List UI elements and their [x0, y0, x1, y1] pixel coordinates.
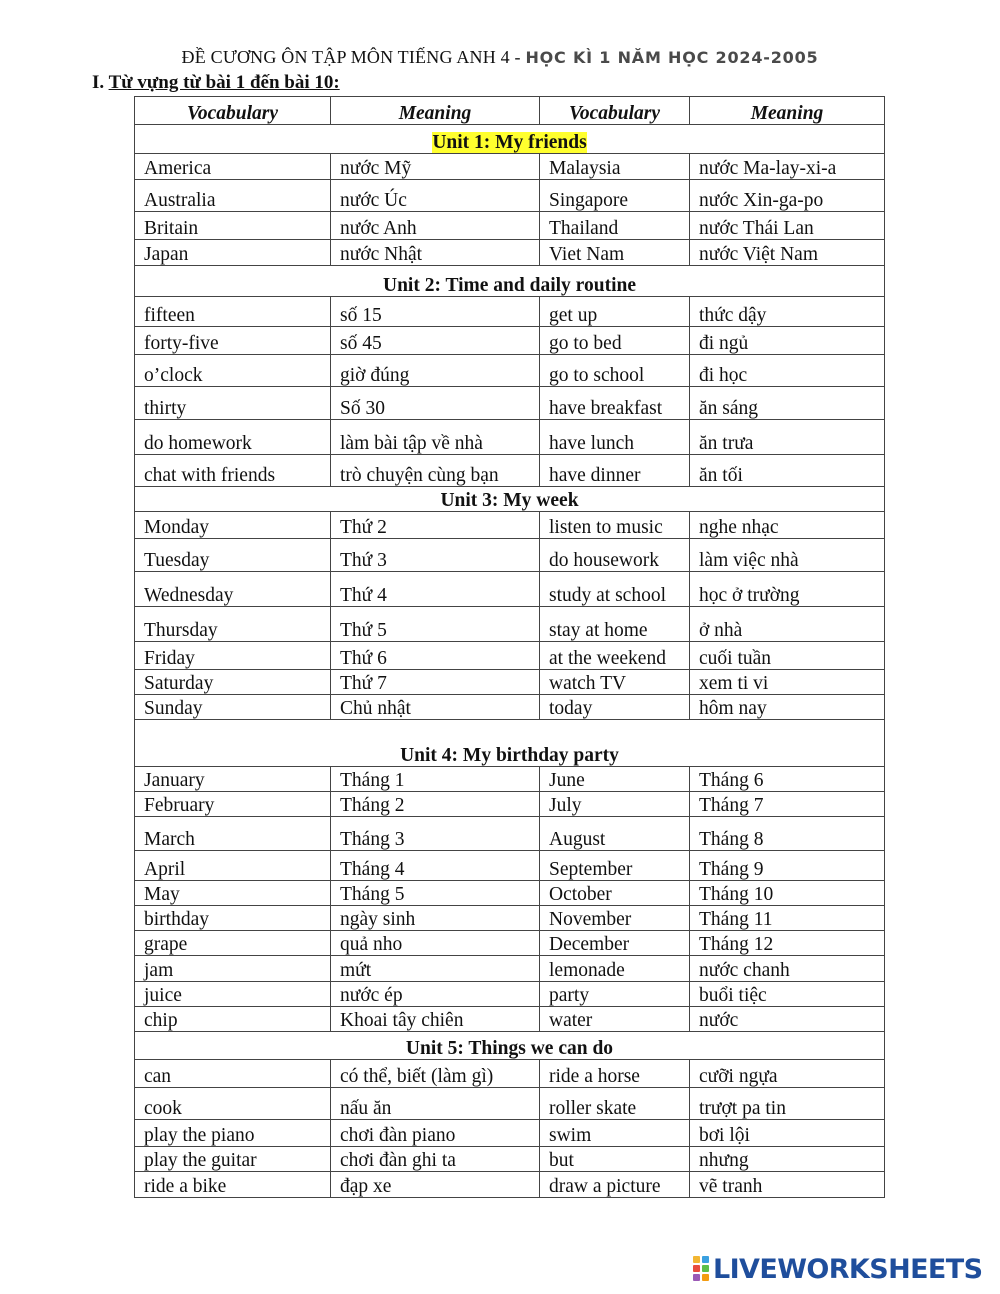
vocabulary-cell: Saturday	[135, 670, 331, 695]
meaning-cell: nước chanh	[690, 956, 885, 982]
table-row	[135, 455, 885, 487]
vocabulary-cell: o’clock	[135, 355, 331, 387]
meaning-cell: đi ngủ	[690, 327, 885, 355]
table-row	[135, 906, 885, 931]
vocabulary-cell: October	[540, 881, 690, 906]
meaning-cell: thức dậy	[690, 297, 885, 327]
table-row	[135, 1120, 885, 1147]
vocabulary-cell: can	[135, 1060, 331, 1088]
meaning-cell: hôm nay	[690, 695, 885, 720]
vocabulary-cell: but	[540, 1147, 690, 1172]
logo-square-icon	[702, 1265, 709, 1272]
vocabulary-cell: Japan	[135, 240, 331, 266]
table-row	[135, 670, 885, 695]
table-row	[135, 817, 885, 851]
vocabulary-cell: do homework	[135, 420, 331, 455]
vocabulary-cell: have dinner	[540, 455, 690, 487]
vocabulary-cell: have breakfast	[540, 387, 690, 420]
unit-title	[135, 487, 885, 512]
meaning-cell: nước Thái Lan	[690, 212, 885, 240]
logo-square-icon	[693, 1274, 700, 1281]
meaning-cell: Thứ 5	[331, 607, 540, 642]
vocabulary-table	[134, 96, 885, 1198]
logo-square-icon	[702, 1274, 709, 1281]
meaning-cell: làm việc nhà	[690, 539, 885, 572]
vocabulary-cell: November	[540, 906, 690, 931]
table-row	[135, 1060, 885, 1088]
section-title: Từ vựng từ bài 1 đến bài 10:	[108, 72, 340, 93]
unit-header-row	[135, 487, 885, 512]
table-row	[135, 572, 885, 607]
vocabulary-cell: Thailand	[540, 212, 690, 240]
vocabulary-cell: June	[540, 767, 690, 792]
logo-mark-icon	[693, 1256, 709, 1282]
meaning-cell: Tháng 7	[690, 792, 885, 817]
meaning-cell: Số 30	[331, 387, 540, 420]
meaning-cell: Tháng 11	[690, 906, 885, 931]
meaning-cell: Tháng 5	[331, 881, 540, 906]
vocabulary-cell: at the weekend	[540, 642, 690, 670]
unit-header-row	[135, 720, 885, 767]
vocabulary-cell: water	[540, 1007, 690, 1032]
meaning-cell: chơi đàn piano	[331, 1120, 540, 1147]
meaning-cell: giờ đúng	[331, 355, 540, 387]
vocabulary-cell: get up	[540, 297, 690, 327]
meaning-cell: nước Mỹ	[331, 154, 540, 180]
header-vocabulary: Vocabulary	[135, 97, 331, 125]
unit-title-text: Unit 3: My week	[440, 490, 579, 511]
table-row	[135, 1172, 885, 1198]
vocabulary-cell: listen to music	[540, 512, 690, 539]
unit-header-row	[135, 266, 885, 297]
unit-title-text: Unit 5: Things we can do	[405, 1038, 614, 1059]
page-title	[0, 47, 1000, 68]
vocabulary-cell: Monday	[135, 512, 331, 539]
vocabulary-cell: Sunday	[135, 695, 331, 720]
unit-title-text: Unit 1: My friends	[432, 132, 587, 153]
vocabulary-cell: chip	[135, 1007, 331, 1032]
table-row	[135, 767, 885, 792]
vocabulary-cell: August	[540, 817, 690, 851]
unit-header-row	[135, 1032, 885, 1060]
vocabulary-cell: stay at home	[540, 607, 690, 642]
table-row	[135, 792, 885, 817]
unit-title	[135, 125, 885, 154]
vocabulary-cell: have lunch	[540, 420, 690, 455]
meaning-cell: ngày sinh	[331, 906, 540, 931]
meaning-cell: nấu ăn	[331, 1088, 540, 1120]
logo-square-icon	[693, 1265, 700, 1272]
title-term: HỌC KÌ 1 NĂM HỌC 2024-2005	[525, 48, 819, 67]
vocabulary-cell: February	[135, 792, 331, 817]
table-row	[135, 327, 885, 355]
meaning-cell: Thứ 6	[331, 642, 540, 670]
logo-square-icon	[702, 1256, 709, 1263]
meaning-cell: Tháng 3	[331, 817, 540, 851]
vocabulary-cell: party	[540, 982, 690, 1007]
vocabulary-cell: go to bed	[540, 327, 690, 355]
title-main: ĐỀ CƯƠNG ÔN TẬP MÔN TIẾNG ANH 4 -	[181, 47, 526, 67]
meaning-cell: bơi lội	[690, 1120, 885, 1147]
unit-title	[135, 1032, 885, 1060]
vocabulary-cell: draw a picture	[540, 1172, 690, 1198]
unit-header-row	[135, 125, 885, 154]
table-row	[135, 1007, 885, 1032]
meaning-cell: trượt pa tin	[690, 1088, 885, 1120]
vocabulary-cell: September	[540, 851, 690, 881]
vocabulary-cell: cook	[135, 1088, 331, 1120]
meaning-cell: đạp xe	[331, 1172, 540, 1198]
meaning-cell: Tháng 10	[690, 881, 885, 906]
vocabulary-cell: grape	[135, 931, 331, 956]
meaning-cell: mứt	[331, 956, 540, 982]
vocabulary-cell: Thursday	[135, 607, 331, 642]
vocabulary-cell: Singapore	[540, 180, 690, 212]
vocabulary-cell: ride a bike	[135, 1172, 331, 1198]
meaning-cell: Thứ 2	[331, 512, 540, 539]
meaning-cell: nhưng	[690, 1147, 885, 1172]
meaning-cell: nghe nhạc	[690, 512, 885, 539]
header-meaning: Meaning	[331, 97, 540, 125]
unit-title-text: Unit 2: Time and daily routine	[382, 275, 636, 296]
table-row	[135, 512, 885, 539]
logo-text: LIVEWORKSHEETS	[713, 1253, 983, 1285]
meaning-cell: buổi tiệc	[690, 982, 885, 1007]
vocabulary-cell: July	[540, 792, 690, 817]
vocabulary-cell: play the guitar	[135, 1147, 331, 1172]
table-row	[135, 240, 885, 266]
meaning-cell: Tháng 12	[690, 931, 885, 956]
vocabulary-cell: juice	[135, 982, 331, 1007]
vocabulary-cell: jam	[135, 956, 331, 982]
vocabulary-cell: go to school	[540, 355, 690, 387]
vocabulary-cell: birthday	[135, 906, 331, 931]
vocabulary-table-body	[135, 97, 885, 1198]
meaning-cell: Tháng 8	[690, 817, 885, 851]
meaning-cell: cưỡi ngựa	[690, 1060, 885, 1088]
meaning-cell: xem ti vi	[690, 670, 885, 695]
section-heading	[92, 72, 340, 94]
meaning-cell: số 15	[331, 297, 540, 327]
vocabulary-cell: January	[135, 767, 331, 792]
meaning-cell: trò chuyện cùng bạn	[331, 455, 540, 487]
meaning-cell: số 45	[331, 327, 540, 355]
vocabulary-cell: March	[135, 817, 331, 851]
meaning-cell: Chủ nhật	[331, 695, 540, 720]
vocabulary-cell: Friday	[135, 642, 331, 670]
vocabulary-cell: fifteen	[135, 297, 331, 327]
table-row	[135, 851, 885, 881]
meaning-cell: nước Anh	[331, 212, 540, 240]
table-row	[135, 154, 885, 180]
meaning-cell: nước Việt Nam	[690, 240, 885, 266]
vocabulary-cell: December	[540, 931, 690, 956]
table-row	[135, 695, 885, 720]
vocabulary-cell: forty-five	[135, 327, 331, 355]
logo-square-icon	[693, 1256, 700, 1263]
vocabulary-cell: play the piano	[135, 1120, 331, 1147]
unit-title	[135, 720, 885, 767]
meaning-cell: Thứ 7	[331, 670, 540, 695]
unit-title-text: Unit 4: My birthday party	[400, 745, 619, 766]
meaning-cell: cuối tuần	[690, 642, 885, 670]
meaning-cell: nước Nhật	[331, 240, 540, 266]
meaning-cell: Tháng 9	[690, 851, 885, 881]
table-row	[135, 982, 885, 1007]
meaning-cell: ăn sáng	[690, 387, 885, 420]
liveworksheets-logo	[693, 1253, 982, 1285]
meaning-cell: Thứ 3	[331, 539, 540, 572]
vocabulary-cell: chat with friends	[135, 455, 331, 487]
table-row	[135, 607, 885, 642]
unit-title	[135, 266, 885, 297]
meaning-cell: chơi đàn ghi ta	[331, 1147, 540, 1172]
vocabulary-cell: Viet Nam	[540, 240, 690, 266]
meaning-cell: nước	[690, 1007, 885, 1032]
vocabulary-cell: Britain	[135, 212, 331, 240]
vocabulary-cell: thirty	[135, 387, 331, 420]
meaning-cell: nước Ma-lay-xi-a	[690, 154, 885, 180]
table-row	[135, 539, 885, 572]
meaning-cell: đi học	[690, 355, 885, 387]
meaning-cell: ở nhà	[690, 607, 885, 642]
table-row	[135, 1147, 885, 1172]
meaning-cell: nước ép	[331, 982, 540, 1007]
table-row	[135, 180, 885, 212]
vocabulary-cell: Tuesday	[135, 539, 331, 572]
vocabulary-cell: roller skate	[540, 1088, 690, 1120]
meaning-cell: Thứ 4	[331, 572, 540, 607]
vocabulary-cell: ride a horse	[540, 1060, 690, 1088]
meaning-cell: nước Úc	[331, 180, 540, 212]
vocabulary-cell: lemonade	[540, 956, 690, 982]
meaning-cell: ăn trưa	[690, 420, 885, 455]
meaning-cell: làm bài tập về nhà	[331, 420, 540, 455]
meaning-cell: Tháng 2	[331, 792, 540, 817]
vocabulary-cell: today	[540, 695, 690, 720]
vocabulary-cell: America	[135, 154, 331, 180]
table-row	[135, 931, 885, 956]
vocabulary-cell: May	[135, 881, 331, 906]
meaning-cell: nước Xin-ga-po	[690, 180, 885, 212]
table-row	[135, 420, 885, 455]
vocabulary-cell: watch TV	[540, 670, 690, 695]
table-row	[135, 642, 885, 670]
meaning-cell: Khoai tây chiên	[331, 1007, 540, 1032]
header-meaning: Meaning	[690, 97, 885, 125]
vocabulary-cell: do housework	[540, 539, 690, 572]
header-vocabulary: Vocabulary	[540, 97, 690, 125]
meaning-cell: học ở trường	[690, 572, 885, 607]
table-header-row	[135, 97, 885, 125]
meaning-cell: có thể, biết (làm gì)	[331, 1060, 540, 1088]
table-row	[135, 387, 885, 420]
table-row	[135, 881, 885, 906]
section-number: I.	[92, 72, 105, 93]
vocabulary-cell: April	[135, 851, 331, 881]
vocabulary-cell: study at school	[540, 572, 690, 607]
meaning-cell: Tháng 4	[331, 851, 540, 881]
table-row	[135, 355, 885, 387]
vocabulary-cell: swim	[540, 1120, 690, 1147]
vocabulary-cell: Australia	[135, 180, 331, 212]
vocabulary-cell: Wednesday	[135, 572, 331, 607]
meaning-cell: Tháng 6	[690, 767, 885, 792]
table-row	[135, 956, 885, 982]
table-row	[135, 212, 885, 240]
meaning-cell: quả nho	[331, 931, 540, 956]
vocabulary-cell: Malaysia	[540, 154, 690, 180]
meaning-cell: Tháng 1	[331, 767, 540, 792]
meaning-cell: ăn tối	[690, 455, 885, 487]
table-row	[135, 297, 885, 327]
table-row	[135, 1088, 885, 1120]
meaning-cell: vẽ tranh	[690, 1172, 885, 1198]
